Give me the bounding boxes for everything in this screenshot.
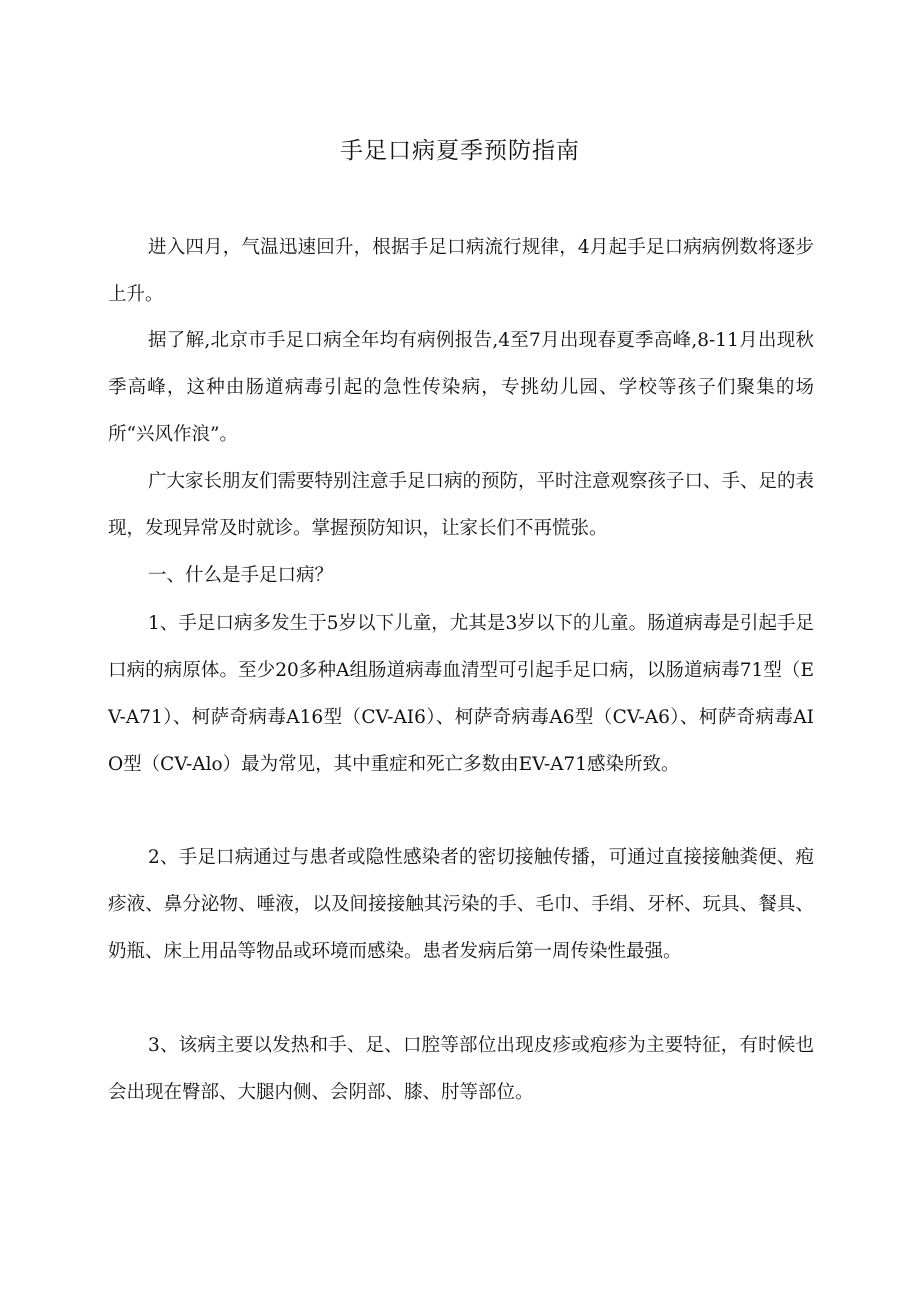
paragraph-intro: 进入四月，气温迅速回升，根据手足口病流行规律，4月起手足口病病例数将逐步上升。 [108,237,814,305]
paragraph-parent-advice: 广大家长朋友们需要特别注意手足口病的预防，平时注意观察孩子口、手、足的表现，发现异常及时就诊。掌握预防知识，让家长们不再慌张。 [108,471,815,539]
paragraph-point-3: 3、该病主要以发热和手、足、口腔等部位出现皮疹或疱疹为主要特征，有时候也会出现在臀部、大腿内侧、会阴部、膝、肘等部位。 [108,1035,814,1103]
document-title: 手足口病夏季预防指南 [340,138,580,164]
paragraph-seasonal-peaks: 据了解,北京市手足口病全年均有病例报告,4至7月出现春夏季高峰,8-11月出现秋季高峰，这种由肠道病毒引起的急性传染病，专挑幼儿园、学校等孩子们聚集的场所“兴风作浪”。 [108,330,814,445]
section-heading-what-is-hfmd: 一、什么是手足口病？ [148,565,334,586]
paragraph-point-1: 1、手足口病多发生于5岁以下儿童，尤其是3岁以下的儿童。肠道病毒是引起手足口病的病原体。至少20多种A组肠道病毒血清型可引起手足口病，以肠道病毒71型（EV-A71）、柯萨奇病毒A16型（CV-AI6）、柯萨奇病毒A6型（CV-A6）、柯萨奇病毒AIO型（CV-Alo）最为常见，其中重症和死亡多数由EV-A71感染所致。 [108,613,814,775]
paragraph-point-2: 2、手足口病通过与患者或隐性感染者的密切接触传播，可通过直接接触粪便、疱疹液、鼻分泌物、唾液，以及间接接触其污染的手、毛巾、手绢、牙杯、玩具、餐具、奶瓶、床上用品等物品或环境而感染。患者发病后第一周传染性最强。 [108,847,814,962]
